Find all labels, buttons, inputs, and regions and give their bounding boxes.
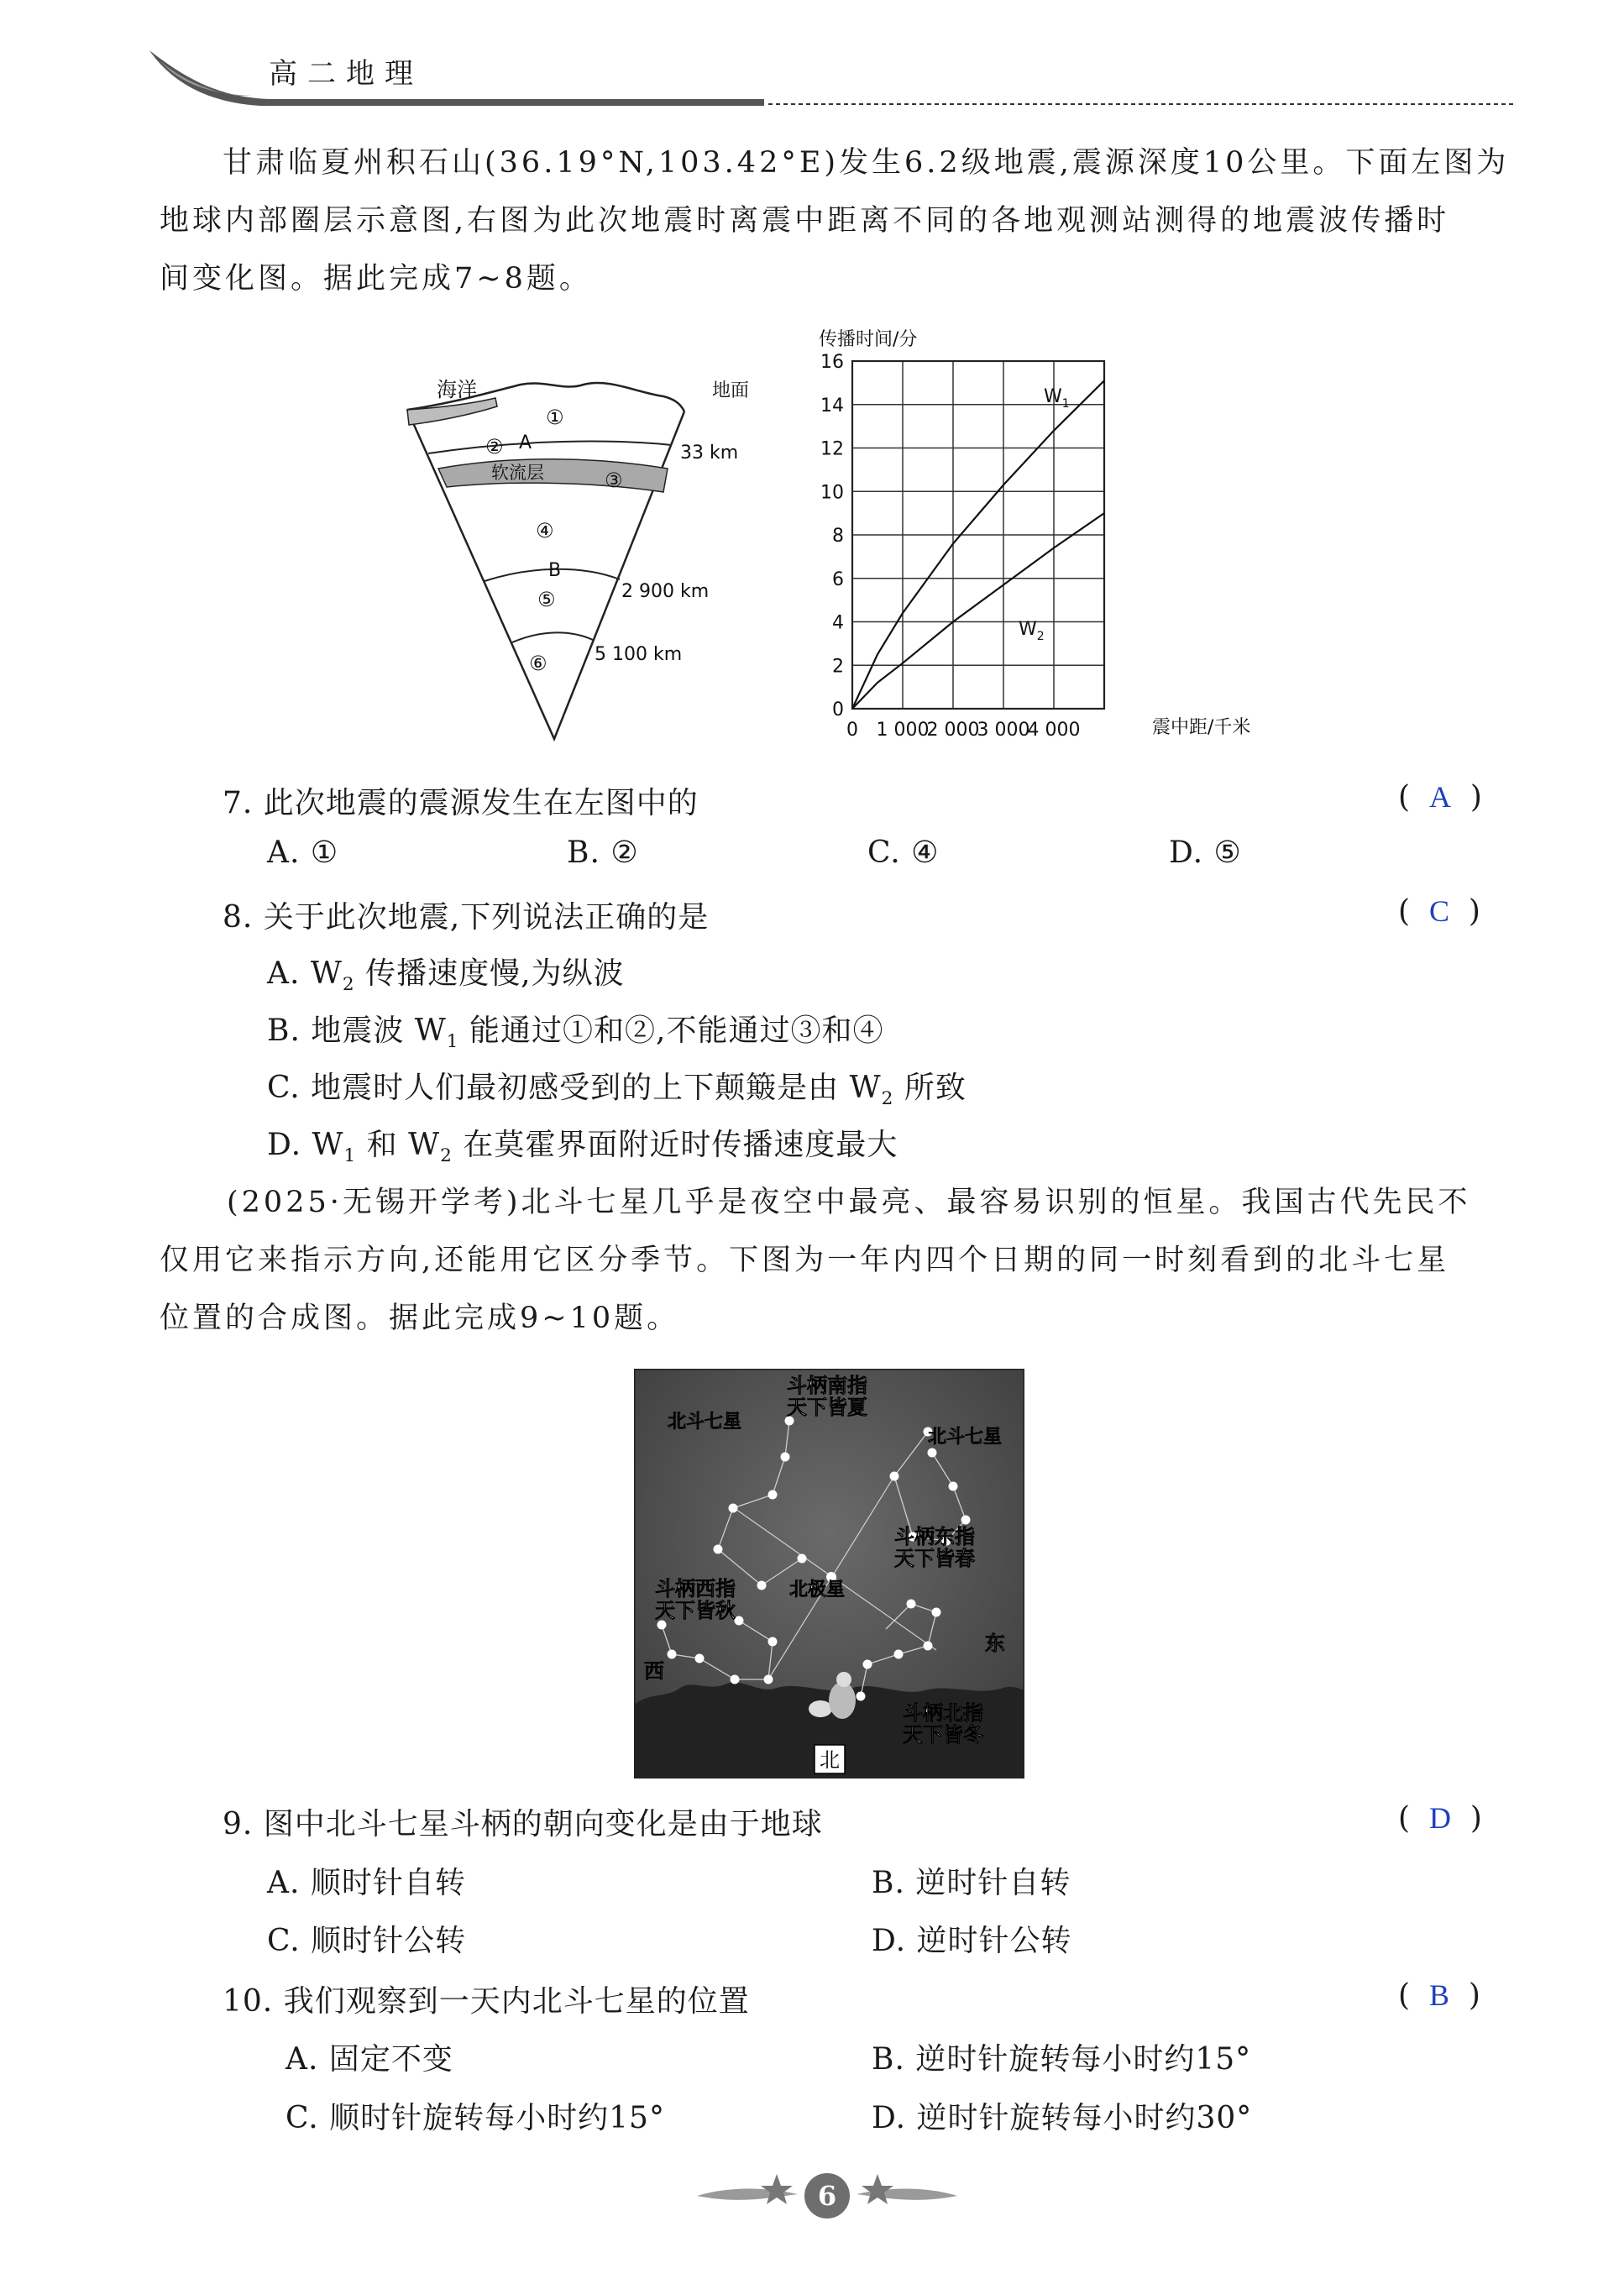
intro-paragraph-1 (160, 134, 1510, 308)
label-winter-2: 天下皆冬 (903, 1723, 983, 1747)
label-winter-1: 斗柄北指 (903, 1701, 983, 1725)
label-spring-2: 天下皆春 (894, 1547, 975, 1570)
label-a: A (519, 432, 532, 453)
q10-answer: B (1428, 1978, 1449, 2012)
x-tick-label: 0 (846, 720, 858, 741)
left-star-icon (761, 2174, 793, 2204)
q8-option-a[interactable] (267, 950, 625, 995)
label-dipper-right: 北斗七星 (928, 1427, 1003, 1448)
label-33km: 33 km (680, 443, 739, 464)
q8-answer: C (1428, 894, 1449, 928)
label-layer-5: ⑤ (537, 588, 556, 611)
label-ground: 地面 (712, 380, 750, 401)
inner-core-line (512, 632, 593, 642)
label-west: 西 (644, 1659, 664, 1683)
travel-time-chart (806, 323, 1276, 752)
q7-option-a[interactable]: A. ① (267, 836, 339, 870)
chart-series-group (852, 380, 1104, 709)
label-5100km: 5 100 km (595, 644, 683, 665)
chart-grid (852, 361, 1104, 709)
q8-option-d[interactable] (267, 1121, 898, 1166)
label-spring-1: 斗柄东指 (894, 1525, 975, 1548)
y-tick-label: 10 (820, 482, 844, 504)
label-summer-2: 天下皆夏 (787, 1396, 867, 1419)
q8-a-sub: 2 (342, 974, 355, 996)
q8-d-post: 在莫霍界面附近时传播速度最大 (463, 1128, 898, 1162)
label-dipper-left: 北斗七星 (668, 1412, 742, 1433)
q7-answer: A (1428, 780, 1451, 814)
series-label-w1: $W_1$ (1044, 386, 1070, 411)
label-layer-2: ② (485, 435, 504, 458)
page-number: 6 (817, 2180, 837, 2212)
q8-option-c[interactable] (267, 1064, 967, 1109)
right-star-icon (862, 2174, 893, 2204)
q8-d-mid: 和 W (366, 1128, 441, 1162)
q9-answer-box: ( D ) (1398, 1801, 1482, 1836)
x-tick-label: 1 000 (876, 720, 930, 741)
label-b: B (548, 560, 562, 581)
label-autumn-2: 天下皆秋 (655, 1599, 736, 1622)
label-asthenosphere: 软流层 (491, 463, 544, 483)
label-layer-3: ③ (605, 469, 623, 492)
q8-c-post: 所致 (904, 1071, 967, 1105)
series-line-w1 (852, 380, 1104, 709)
q8-a-post: 传播速度慢,为纵波 (365, 956, 625, 991)
y-tick-label: 6 (832, 568, 844, 590)
intro-1-line-1: 甘肃临夏州积石山(36.19°N,103.42°E)发生6.2级地震,震源深度10公里。下面左图为 (223, 146, 1510, 180)
asthenosphere-band (438, 459, 668, 492)
label-summer-1: 斗柄南指 (787, 1374, 867, 1397)
q8-b-pre: B. 地震波 W (267, 1014, 447, 1048)
intro-2-line-1: (2025·无锡开学考)北斗七星几乎是夜空中最亮、最容易识别的恒星。我国古代先民不 (227, 1186, 1471, 1219)
q8-c-sub: 2 (881, 1088, 894, 1110)
label-autumn-1: 斗柄西指 (655, 1577, 736, 1600)
footer-ornament (689, 2162, 966, 2229)
y-tick-label: 4 (832, 612, 844, 634)
y-tick-label: 14 (820, 395, 844, 416)
q10-option-d[interactable]: D. 逆时针旋转每小时约30° (872, 2101, 1253, 2135)
q8-d-sub: 1 (343, 1145, 357, 1167)
q7-option-d[interactable]: D. ⑤ (1169, 836, 1242, 870)
y-tick-label: 8 (832, 526, 844, 547)
intro-2-line-2: 仅用它来指示方向,还能用它区分季节。下图为一年内四个日期的同一时刻看到的北斗七星 (160, 1244, 1450, 1277)
q9-option-a[interactable]: A. 顺时针自转 (267, 1866, 466, 1900)
intro-paragraph-2 (160, 1174, 1499, 1348)
q10-answer-box: ( B ) (1398, 1978, 1480, 2013)
label-ocean: 海洋 (437, 378, 477, 401)
q9-option-d[interactable]: D. 逆时针公转 (872, 1924, 1072, 1958)
q8-d-pre: D. W (267, 1128, 344, 1162)
q10-option-c[interactable]: C. 顺时针旋转每小时约15° (286, 2101, 665, 2135)
q7-stem: 7. 此次地震的震源发生在左图中的 (223, 786, 699, 820)
y-tick-label: 12 (820, 438, 844, 460)
x-tick-label: 2 000 (926, 720, 980, 741)
q8-option-b[interactable] (267, 1007, 883, 1052)
label-layer-6: ⑥ (529, 652, 547, 675)
q7-answer-box: ( A ) (1398, 780, 1482, 815)
q8-c-pre: C. 地震时人们最初感受到的上下颠簸是由 W (267, 1071, 882, 1105)
chart-x-label: 震中距/千米 (1152, 717, 1251, 738)
y-tick-label: 2 (832, 656, 844, 678)
intro-1-line-3: 间变化图。据此完成7~8题。 (160, 262, 592, 296)
intro-1-line-2: 地球内部圈层示意图,右图为此次地震时离震中距离不同的各地观测站测得的地震波传播时 (160, 204, 1450, 238)
series-label-w2: $W_2$ (1019, 619, 1045, 644)
q10-stem: 10. 我们观察到一天内北斗七星的位置 (223, 1984, 750, 2019)
chart-y-label: 传播时间/分 (819, 329, 918, 350)
q9-stem: 9. 图中北斗七星斗柄的朝向变化是由于地球 (223, 1807, 823, 1841)
label-polaris: 北极星 (789, 1579, 846, 1600)
label-2900km: 2 900 km (621, 581, 710, 602)
q8-b-post: 能通过①和②,不能通过③和④ (469, 1014, 884, 1048)
y-tick-label: 0 (832, 699, 844, 720)
header-subject: 高二地理 (269, 57, 423, 91)
q10-option-a[interactable]: A. 固定不变 (286, 2042, 453, 2077)
q9-option-b[interactable]: B. 逆时针自转 (872, 1866, 1071, 1900)
earth-layers-figure (395, 369, 798, 756)
q7-option-c[interactable]: C. ④ (867, 836, 940, 870)
q7-option-b[interactable]: B. ② (567, 836, 639, 870)
series-line-w2 (852, 513, 1104, 709)
q8-stem: 8. 关于此次地震,下列说法正确的是 (223, 900, 710, 935)
q8-d-sub2: 2 (440, 1145, 453, 1167)
q9-option-c[interactable]: C. 顺时针公转 (267, 1924, 467, 1958)
q8-a-pre: A. W (267, 956, 343, 991)
q8-answer-box: ( C ) (1398, 894, 1480, 929)
label-north: 北 (820, 1748, 840, 1772)
intro-2-line-3: 位置的合成图。据此完成9~10题。 (160, 1302, 680, 1335)
q10-option-b[interactable]: B. 逆时针旋转每小时约15° (872, 2042, 1252, 2077)
label-east: 东 (985, 1632, 1005, 1655)
y-tick-label: 16 (820, 352, 844, 373)
big-dipper-figure (634, 1369, 1024, 1778)
q8-b-sub: 1 (446, 1031, 459, 1053)
label-layer-1: ① (546, 406, 564, 429)
moho-line (428, 441, 672, 453)
label-layer-4: ④ (536, 519, 554, 542)
x-tick-label: 3 000 (977, 720, 1030, 741)
x-tick-label: 4 000 (1027, 720, 1081, 741)
q9-answer: D (1428, 1801, 1451, 1835)
